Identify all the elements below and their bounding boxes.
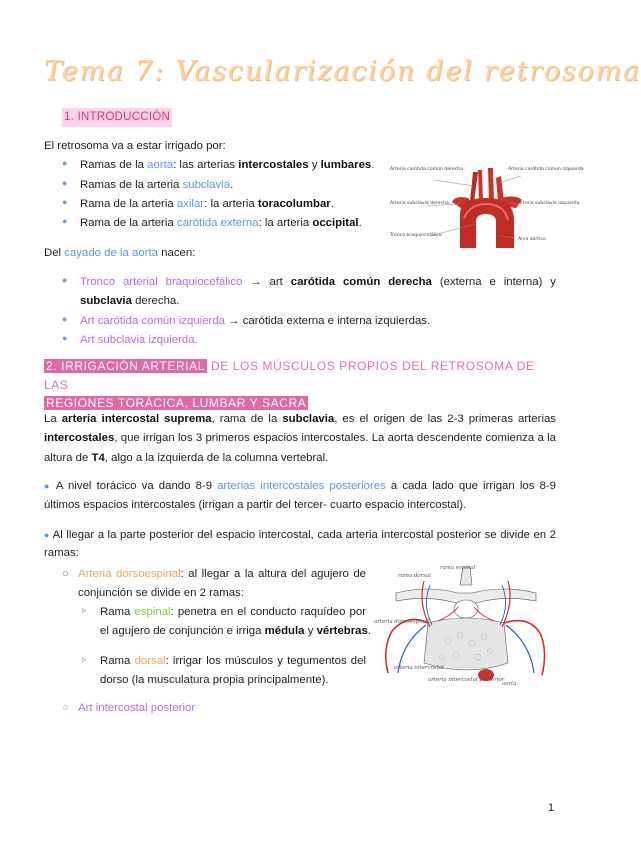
bullet-icon: ●: [62, 197, 68, 207]
section-heading-irrigacion: 2. IRRIGACIÓN ARTERIAL DE LOS MÚSCULOS PROPIOS DEL RETROSOMA DE LAS REGIONES TORÁCICA, LUMBAR Y SACRA: [44, 359, 535, 411]
bullet-icon: ●: [62, 158, 68, 168]
figure-label: rama espinal: [440, 565, 476, 571]
paragraph-division-ramas: ● Al llegar a la parte posterior del espacio intercostal, cada arteria intercostal posterior se divide en 2 ramas:: [44, 529, 556, 560]
figure-label: Arco aórtico: [518, 237, 546, 242]
bullet-icon: ●: [62, 275, 68, 285]
bullet-icon: ●: [62, 216, 68, 226]
cayado-paragraph: Del cayado de la aorta nacen:: [44, 247, 196, 259]
section-heading-introduccion: 1. INTRODUCCIÓN: [62, 108, 172, 127]
document-page: Tema 7: Vascularización del retrosoma 1. INTRODUCCIÓN El retrosoma va a estar irrigado por: ● Ramas de la aorta: las arterias intercostales y lumbares. ● Ramas de la arteria subclavia. ● Rama de la arteria axilar: la arteria toracolumbar. ● Rama de la arteria carótida externa: la arteria occipital. Arteria carótida común derecha Arteria carótida común izquierda Arteria subclavia derecha Arteria subclavia izquierda Tronco braquiocefálico Arco aórtico Del cayado de la aorta nacen: ● Tronco arterial braquiocefálico → art carótida común derecha (externa e interna) y subclavia derecha. ● Art carótida común izquierda → carótida externa e interna izquierdas. ● Art subclavia izquierda. 2. IRRIGACIÓN ARTERIAL DE LOS MÚSCULOS PROPIOS DEL RETROSOMA DE LAS REGIONES TORÁCICA, LUMBAR Y SACRA La arteria intercostal suprema, rama de la subclavia, es el origen de las 2-3 primeras arterias intercostales, que irrigan los 3 primeros espacios intercostales. La aorta descendente comienza a la altura de T4, algo a la izquierda de la columna vertebral. ● A nivel torácico va dando 8-9 arterias intercostales posteriores a cada lado que irrigan los 8-9 últimos espacios intercostales (irrigan a partir del tercer- cuarto espacio intercostal). ● Al llegar a la parte posterior del espacio intercostal, cada arteria intercostal posterior se divide en 2 ramas: ○ Arteria dorsoespinal: al llegar a la altura del agujero de conjunción se divide en 2 ramas: ▹ Rama espinal: penetra en el conducto raquídeo por el agujero de conjunción e irriga médula y vértebras. ▹ Rama dorsal: irrigar los músculos y tegumentos del dorso (la musculatura propia principalmente). ○ Art intercostal posterior rama dorsal rama espinal arteria dorsoespinal arteria intercostal arteria intercostal posterior aorta 1: [0, 0, 600, 848]
figure-label: Tronco braquiocefálico: [390, 233, 442, 238]
triangle-bullet-icon: ▹: [82, 605, 87, 615]
triangle-bullet-icon: ▹: [82, 654, 87, 664]
bullet-icon: ●: [44, 530, 50, 540]
figure-label: Arteria subclavia derecha: [390, 201, 449, 206]
circle-bullet-icon: ○: [62, 568, 69, 580]
figure-label: Arteria carótida común derecha: [390, 167, 464, 172]
bullet-icon: ●: [62, 314, 68, 324]
figure-label: arteria intercostal posterior: [428, 677, 505, 683]
paragraph-intercostales-posteriores: ● A nivel torácico va dando 8-9 arterias intercostales posteriores a cada lado que irrigan los 8-9 últimos espacios intercostales (irrigan a partir del tercer- cuarto espacio intercostal).: [44, 480, 557, 512]
figure-label: arteria dorsoespinal: [374, 619, 430, 625]
bullet-icon: ●: [62, 333, 68, 343]
paragraph-intercostal-suprema: La arteria intercostal suprema, rama de la subclavia, es el origen de las 2-3 primeras arterias intercostales, que irrigan los 3 primeros espacios intercostales. La aorta descendente comienza a la altura de T4, algo a la izquierda de la columna vertebral.: [44, 413, 556, 464]
document-title: Tema 7: Vascularización del retrosoma: [44, 56, 641, 87]
vertebra-figure: [368, 563, 563, 688]
page-number: 1: [548, 802, 555, 814]
intro-paragraph: El retrosoma va a estar irrigado por:: [44, 140, 226, 152]
figure-label: aorta: [502, 681, 517, 687]
circle-bullet-icon: ○: [62, 702, 69, 714]
figure-label: Arteria carótida común izquierda: [508, 167, 584, 172]
figure-label: rama dorsal: [398, 573, 431, 579]
figure-label: Arteria subclavia izquierda: [518, 201, 580, 206]
aortic-arch-figure: [390, 162, 584, 250]
bullet-icon: ●: [62, 178, 68, 188]
figure-label: arteria intercostal: [394, 665, 444, 671]
bullet-icon: ●: [44, 481, 52, 491]
